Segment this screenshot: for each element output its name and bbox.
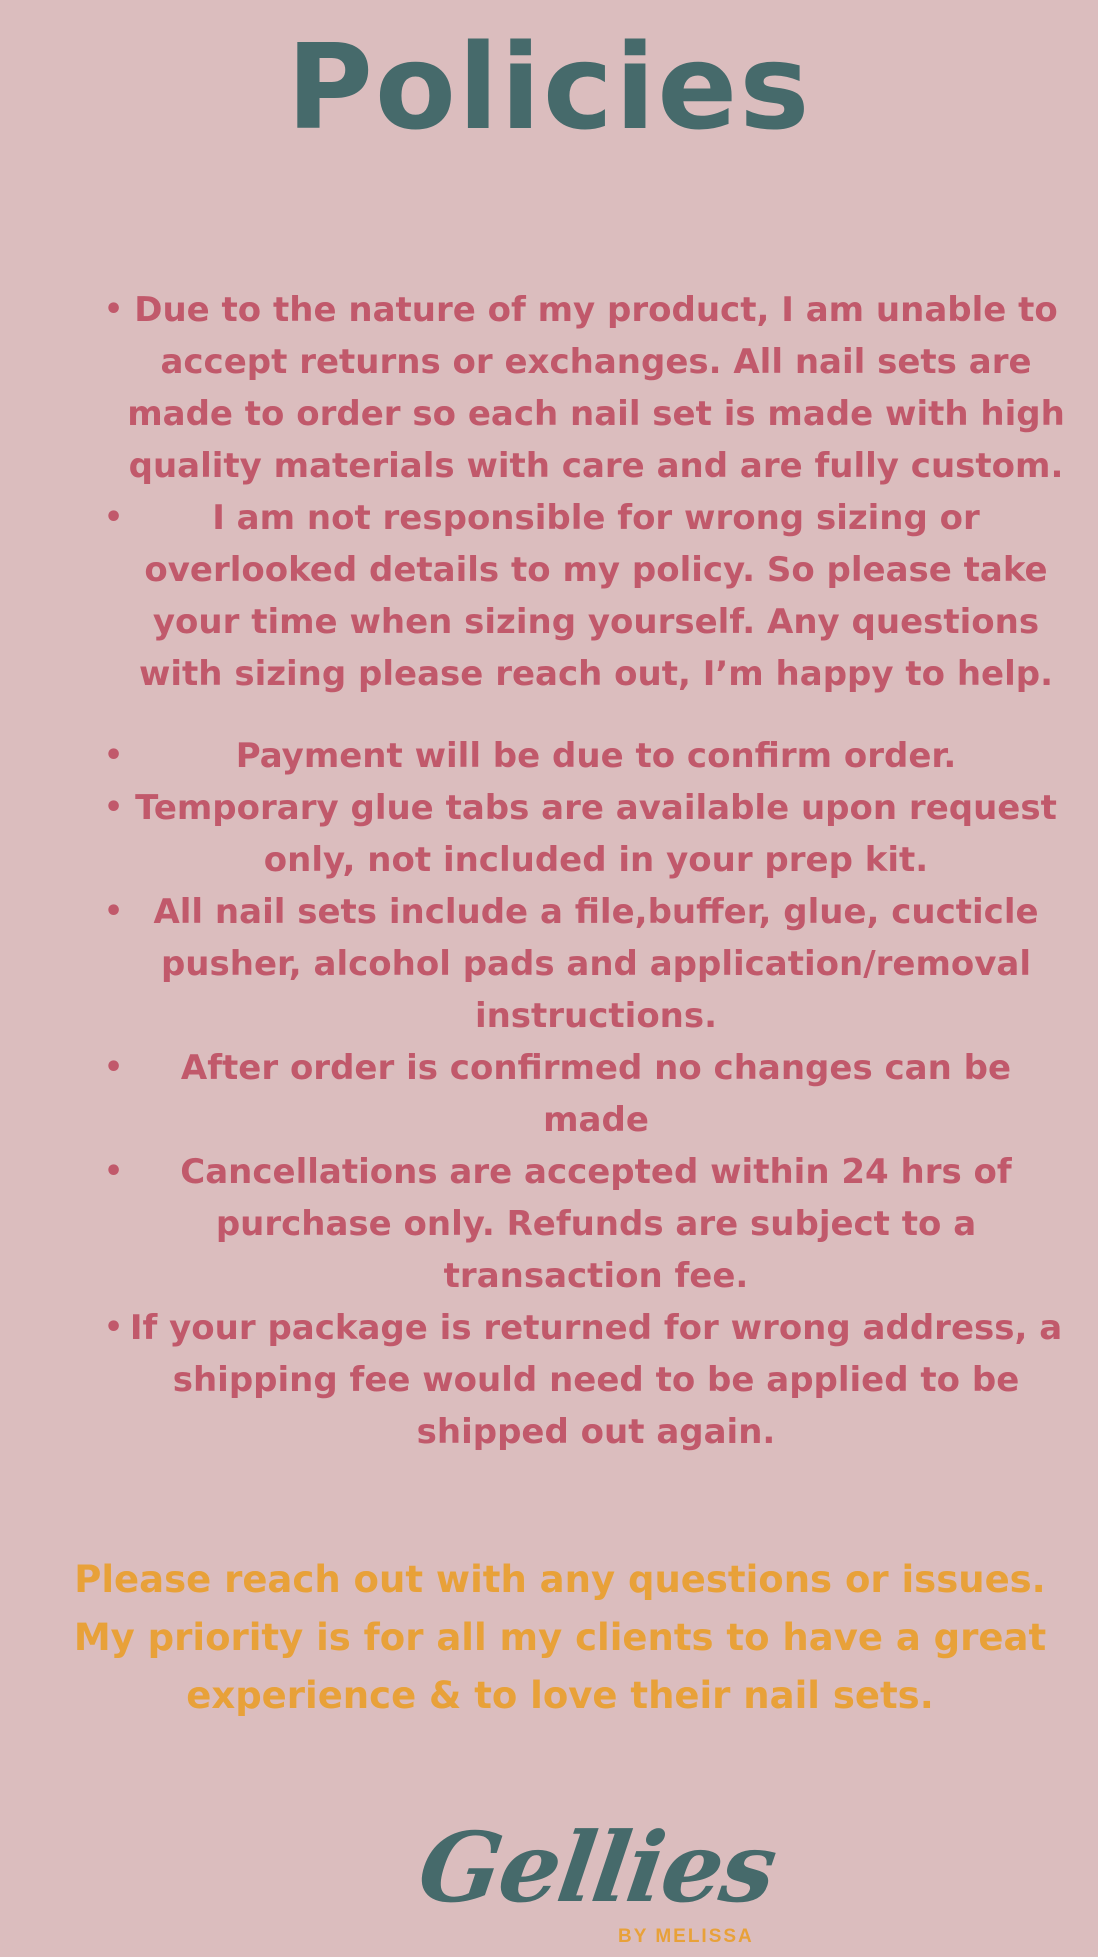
policy-item [96,730,1066,782]
policy-item [96,284,1066,492]
closing-line: experience & to love their nail sets. [186,1674,934,1717]
policy-text: Payment will be due to confirm order. [235,736,957,776]
policy-item [96,886,1066,1042]
bullet-icon: • [104,790,124,825]
bullet-icon: • [104,1154,124,1189]
bullet-icon: • [104,738,124,773]
policy-text: Temporary glue tabs are available upon request only, not included in your prep kit. [135,788,1057,880]
policy-list-secondary [96,730,1066,1458]
bullet-icon: • [104,292,124,327]
bullet-icon: • [104,1310,124,1345]
closing-line: Please reach out with any questions or issues. [74,1558,1046,1601]
policy-item [96,492,1066,700]
policy-text: If your package is returned for wrong address, a shipping fee would need to be applied to be shipped out again. [129,1308,1063,1452]
policy-text: Due to the nature of my product, I am unable to accept returns or exchanges. All nail sets are made to order so each nail set is made with high quality materials with care and are fully custom. [127,290,1065,486]
policy-text: All nail sets include a file,buffer, glue, cucticle pusher, alcohol pads and application/removal instructions. [153,892,1039,1036]
closing-message [60,1551,1060,1725]
policy-text: Cancellations are accepted within 24 hrs of purchase only. Refunds are subject to a transaction fee. [180,1152,1012,1296]
bullet-icon: • [104,894,124,929]
policy-item [96,1146,1066,1302]
policy-text: I am not responsible for wrong sizing or overlooked details to my policy. So please take your time when sizing yourself. Any questions with sizing please reach out, I’m happy to help. [138,498,1053,694]
logo-wordmark: Gellies [412,1811,782,1924]
brand-logo [398,1808,782,1948]
logo-subtitle: BY MELISSA [618,1926,754,1947]
policy-item [96,1302,1066,1458]
page-title: Policies [286,18,812,156]
bullet-icon: • [104,1050,124,1085]
policy-list-primary [96,284,1066,700]
bullet-icon: • [104,500,124,535]
closing-line: My priority is for all my clients to have a great [73,1616,1047,1659]
policy-item [96,782,1066,886]
policy-item [96,1042,1066,1146]
policy-text: After order is confirmed no changes can be made [180,1048,1012,1140]
